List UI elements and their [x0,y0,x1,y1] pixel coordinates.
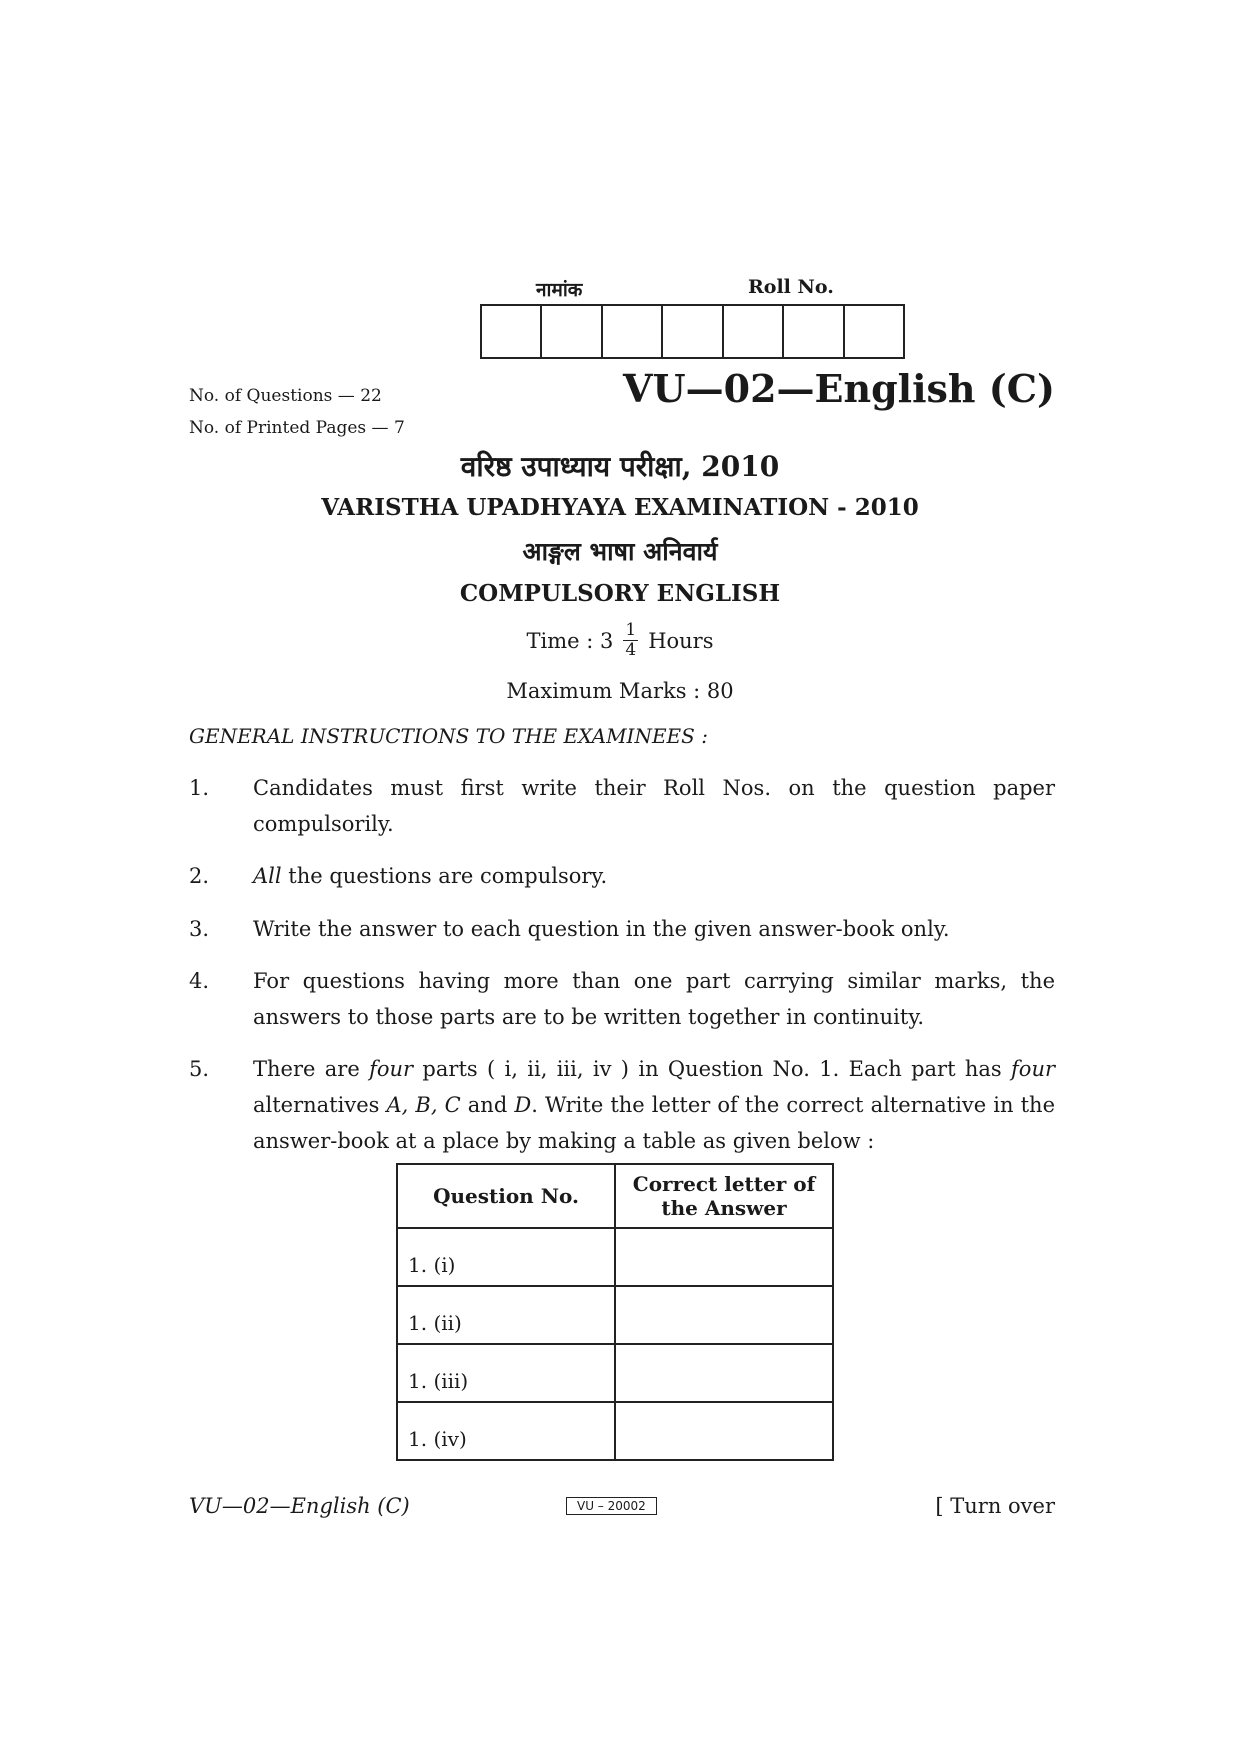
question-cell: 1. (iv) [397,1402,615,1460]
table-row [397,1228,833,1286]
instruction-item [189,1051,1055,1159]
time-suffix: Hours [648,628,714,653]
instruction-text: Write the answer to each question in the given answer-book only. [253,917,950,941]
roll-label: Roll No. [748,276,834,298]
table-row [397,1344,833,1402]
no-of-pages: No. of Printed Pages — 7 [189,418,405,438]
roll-box[interactable] [542,306,602,357]
instruction-text: For questions having more than one part carrying similar marks, the answers to those parts are to be written together in continuity. [253,969,1055,1029]
instruction-number: 1. [189,776,210,800]
instruction-item [189,911,1055,947]
instruction-text: Candidates must first write their Roll Nos. on the question paper compulsorily. [253,776,1055,836]
instruction-number: 3. [189,917,210,941]
no-of-questions: No. of Questions — 22 [189,386,382,406]
instruction-item [189,770,1055,842]
roll-box[interactable] [482,306,542,357]
maximum-marks: Maximum Marks : 80 [506,679,734,703]
footer-paper-code: VU—02—English (C) [189,1494,410,1518]
subject-title: COMPULSORY ENGLISH [459,580,781,607]
roll-box[interactable] [845,306,903,357]
answer-cell[interactable] [615,1228,833,1286]
answer-cell[interactable] [615,1402,833,1460]
instruction-number: 2. [189,864,210,888]
turn-over-note: [ Turn over [935,1494,1055,1518]
subject-title-hindi: आङ्गल भाषा अनिवार्य [522,537,718,566]
instruction-number: 4. [189,969,210,993]
roll-label-hindi: नामांक [536,279,583,301]
answer-cell[interactable] [615,1286,833,1344]
instructions-heading: GENERAL INSTRUCTIONS TO THE EXAMINEES : [189,724,708,748]
time-prefix: Time : 3 [526,628,614,653]
roll-box[interactable] [663,306,723,357]
table-row [397,1286,833,1344]
roll-box[interactable] [603,306,663,357]
roll-number-boxes [480,304,905,359]
question-cell: 1. (i) [397,1228,615,1286]
answer-table [396,1163,834,1461]
roll-box[interactable] [724,306,784,357]
answer-cell[interactable] [615,1344,833,1402]
instruction-number: 5. [189,1057,210,1081]
exam-title: VARISTHA UPADHYAYA EXAMINATION - 2010 [321,494,919,521]
exam-title-hindi: वरिष्ठ उपाध्याय परीक्षा, 2010 [460,450,780,483]
table-header-row [397,1164,833,1228]
footer-serial-code: VU – 20002 [566,1497,657,1515]
roll-box[interactable] [784,306,844,357]
column-header-answer: Correct letter of the Answer [615,1164,833,1228]
column-header-question: Question No. [397,1164,615,1228]
time-fraction [623,622,638,659]
table-row [397,1402,833,1460]
instruction-text: There are four parts ( i, ii, iii, iv ) in Question No. 1. Each part has four alternatives A, B, C and D. Write the letter of the correct alternative in the answer-book at a place by making a table as given below : [253,1057,1056,1153]
instruction-item [189,963,1055,1035]
question-cell: 1. (iii) [397,1344,615,1402]
question-cell: 1. (ii) [397,1286,615,1344]
instruction-item [189,858,1055,894]
fraction-numerator: 1 [625,620,637,640]
paper-code-title: VU—02—English (C) [623,366,1055,411]
fraction-denominator: 4 [625,640,637,660]
time-allowed [0,622,1240,659]
instruction-text: All the questions are compulsory. [253,864,608,888]
emphasis: All [253,864,282,888]
